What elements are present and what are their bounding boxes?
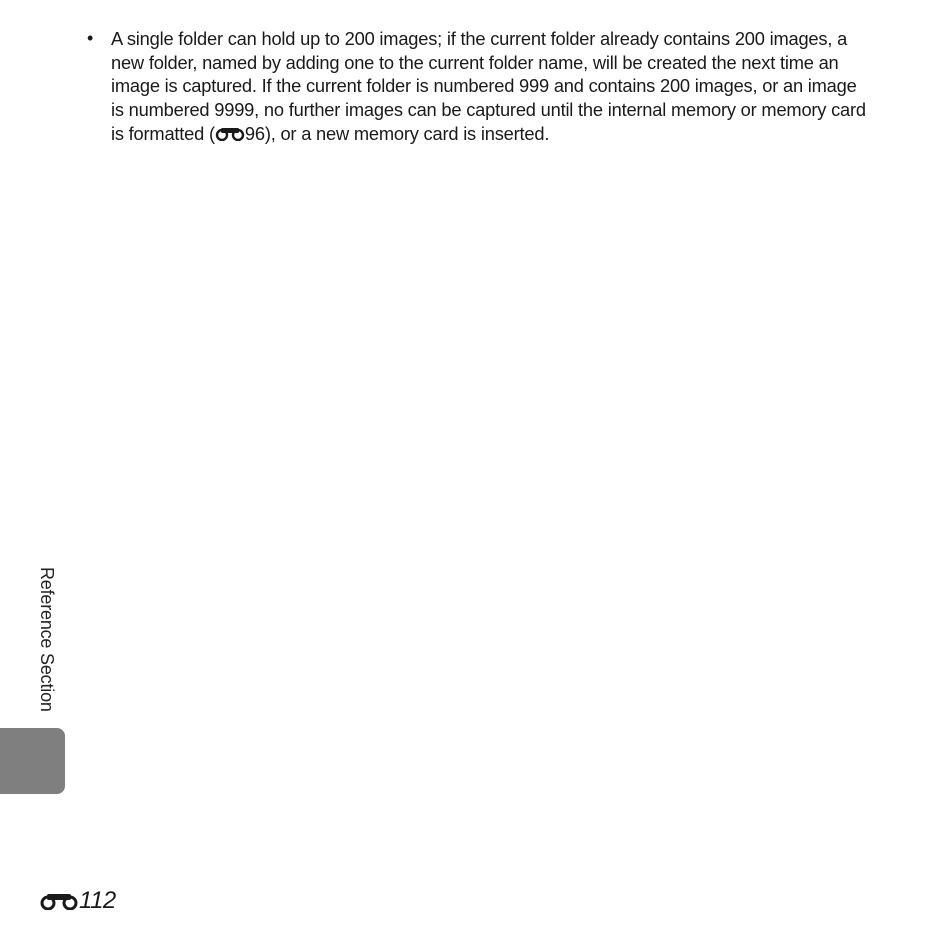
bullet-paragraph	[87, 27, 871, 146]
binoculars-icon	[215, 127, 245, 141]
page-number	[40, 886, 116, 916]
reference-page-link[interactable]: 96	[244, 122, 265, 144]
bullet-text	[111, 27, 871, 146]
bullet-marker: •	[87, 28, 94, 48]
section-label: Reference Section	[37, 567, 57, 712]
page-number-text: 112	[79, 887, 116, 914]
bullet-text-before: A single folder can hold up to 200 images; if the current folder already contains 200 images, a new folder, named by adding one to the current folder name, will be created the next time an image is captured. If the current folder is numbered 999 and contains 200 images, or an image is numbered 9999, no further images can be captured until the internal memory or memory card is formatted (	[111, 28, 866, 144]
bullet-text-after: ), or a new memory card is inserted.	[264, 122, 550, 144]
section-tab	[0, 728, 65, 794]
binoculars-icon	[40, 892, 78, 910]
